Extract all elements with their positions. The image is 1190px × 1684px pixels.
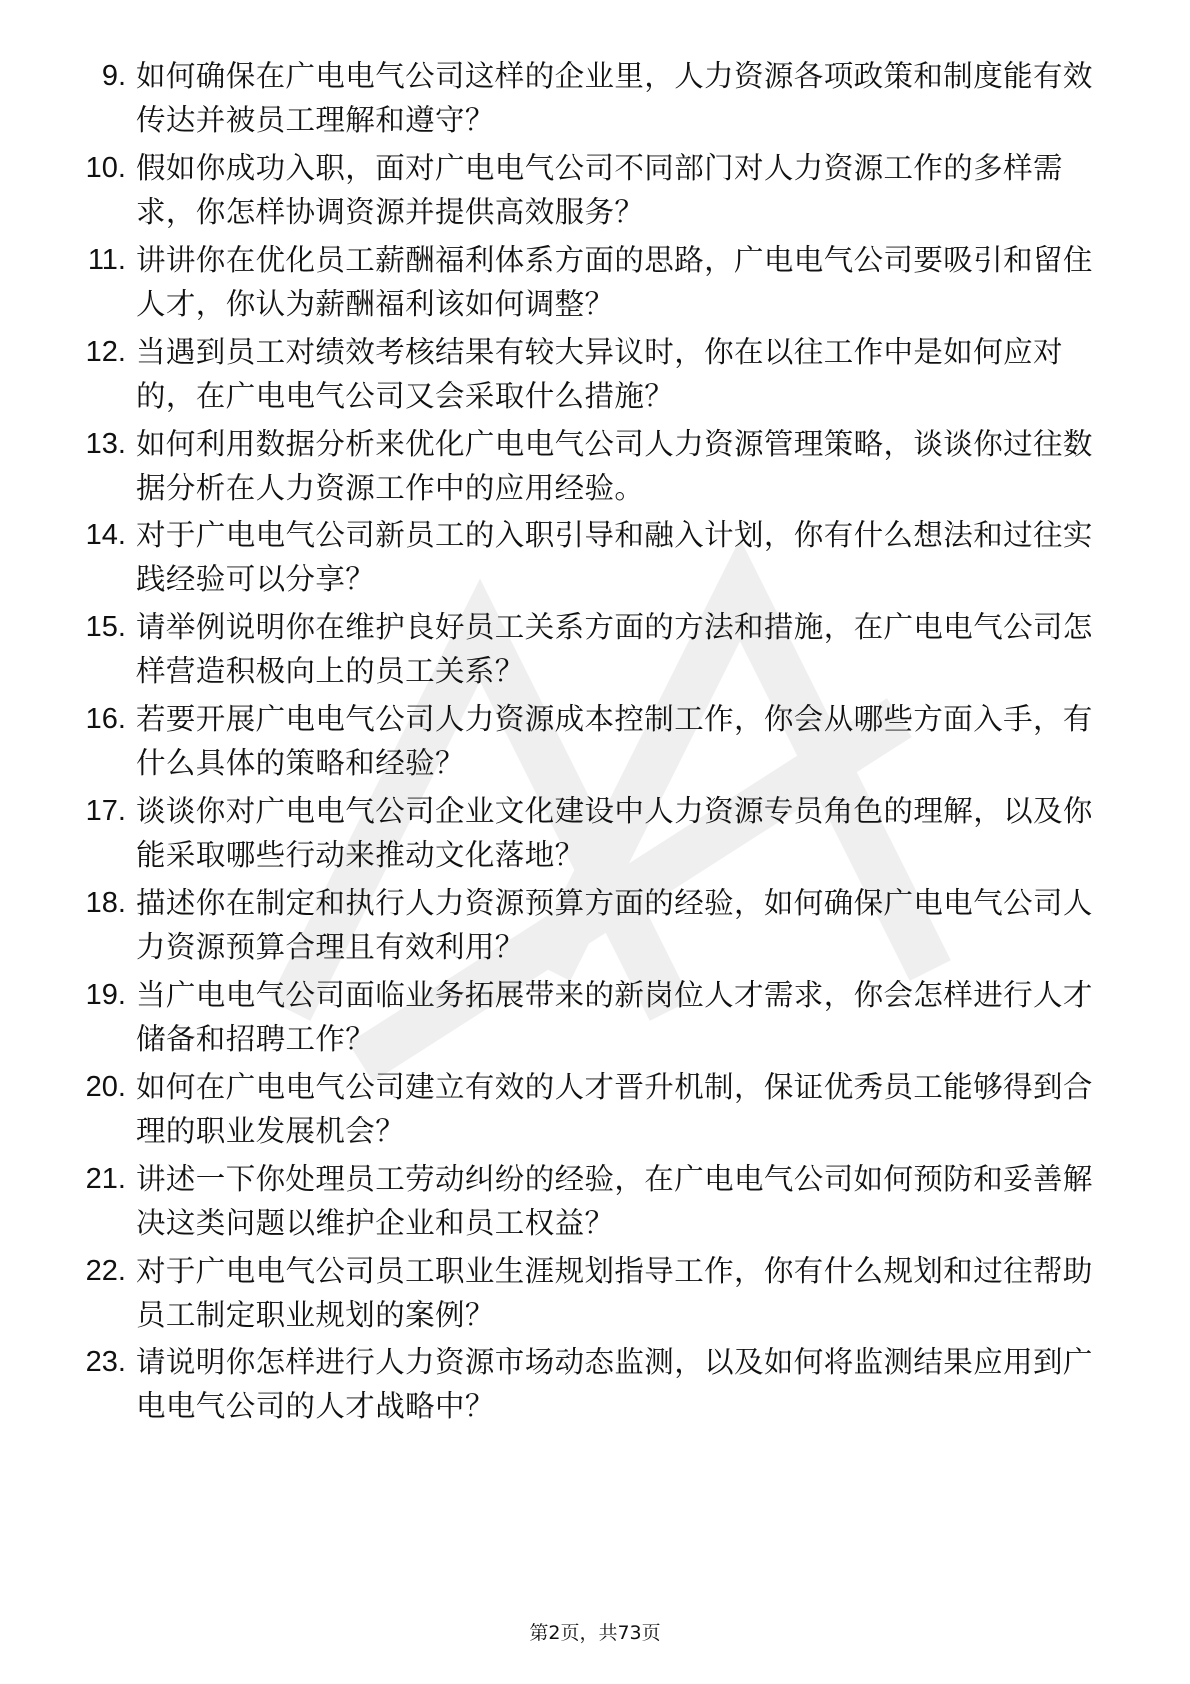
question-number: 13. [85, 427, 126, 460]
question-item [60, 973, 1120, 1065]
question-list [60, 54, 1120, 1432]
question-text: 请说明你怎样进行人力资源市场动态监测，以及如何将监测结果应用到广电电气公司的人才战略中？ [136, 1345, 1093, 1424]
question-number: 10. [85, 151, 126, 184]
question-number: 12. [85, 335, 126, 368]
question-number: 18. [85, 887, 126, 920]
question-number: 15. [85, 611, 126, 644]
question-number: 14. [85, 519, 126, 552]
question-item [60, 881, 1120, 973]
question-item [60, 1249, 1120, 1341]
question-text: 若要开展广电电气公司人力资源成本控制工作，你会从哪些方面入手，有什么具体的策略和经验？ [136, 702, 1093, 781]
question-number: 19. [85, 978, 126, 1011]
question-number: 9. [101, 60, 126, 92]
question-item [60, 1340, 1120, 1432]
question-text: 谈谈你对广电电气公司企业文化建设中人力资源专员角色的理解，以及你能采取哪些行动来推动文化落地？ [136, 794, 1093, 873]
question-item [60, 697, 1120, 789]
question-number: 21. [85, 1162, 126, 1195]
question-number: 23. [85, 1346, 126, 1379]
question-text: 当遇到员工对绩效考核结果有较大异议时，你在以往工作中是如何应对的，在广电电气公司又会采取什么措施？ [136, 334, 1063, 413]
question-text: 当广电电气公司面临业务拓展带来的新岗位人才需求，你会怎样进行人才储备和招聘工作？ [136, 977, 1093, 1056]
question-number: 17. [85, 795, 126, 828]
question-item [60, 146, 1120, 238]
question-item [60, 513, 1120, 605]
question-item [60, 54, 1120, 146]
question-text: 讲述一下你处理员工劳动纠纷的经验，在广电电气公司如何预防和妥善解决这类问题以维护企业和员工权益？ [136, 1161, 1093, 1240]
question-text: 如何利用数据分析来优化广电电气公司人力资源管理策略，谈谈你过往数据分析在人力资源工作中的应用经验。 [136, 426, 1093, 505]
question-number: 20. [85, 1070, 126, 1103]
page-number-footer: 第2页，共73页 [529, 1622, 661, 1644]
question-text: 对于广电电气公司新员工的入职引导和融入计划，你有什么想法和过往实践经验可以分享？ [136, 518, 1093, 597]
question-number: 16. [85, 703, 126, 736]
question-number: 22. [85, 1254, 126, 1287]
question-text: 假如你成功入职，面对广电电气公司不同部门对人力资源工作的多样需求，你怎样协调资源并提供高效服务？ [136, 150, 1063, 229]
question-item [60, 422, 1120, 514]
question-item [60, 605, 1120, 697]
question-item [60, 1065, 1120, 1157]
question-text: 如何在广电电气公司建立有效的人才晋升机制，保证优秀员工能够得到合理的职业发展机会？ [136, 1069, 1093, 1148]
question-text: 如何确保在广电电气公司这样的企业里，人力资源各项政策和制度能有效传达并被员工理解和遵守？ [136, 59, 1093, 137]
question-text: 对于广电电气公司员工职业生涯规划指导工作，你有什么规划和过往帮助员工制定职业规划的案例？ [136, 1253, 1093, 1332]
question-text: 请举例说明你在维护良好员工关系方面的方法和措施，在广电电气公司怎样营造积极向上的员工关系？ [136, 610, 1093, 689]
question-text: 描述你在制定和执行人力资源预算方面的经验，如何确保广电电气公司人力资源预算合理且有效利用？ [136, 886, 1093, 965]
question-item [60, 238, 1120, 330]
question-number: 11. [87, 243, 126, 276]
question-item [60, 789, 1120, 881]
question-item [60, 330, 1120, 422]
question-item [60, 1157, 1120, 1249]
question-text: 讲讲你在优化员工薪酬福利体系方面的思路，广电电气公司要吸引和留住人才，你认为薪酬福利该如何调整？ [136, 242, 1093, 321]
